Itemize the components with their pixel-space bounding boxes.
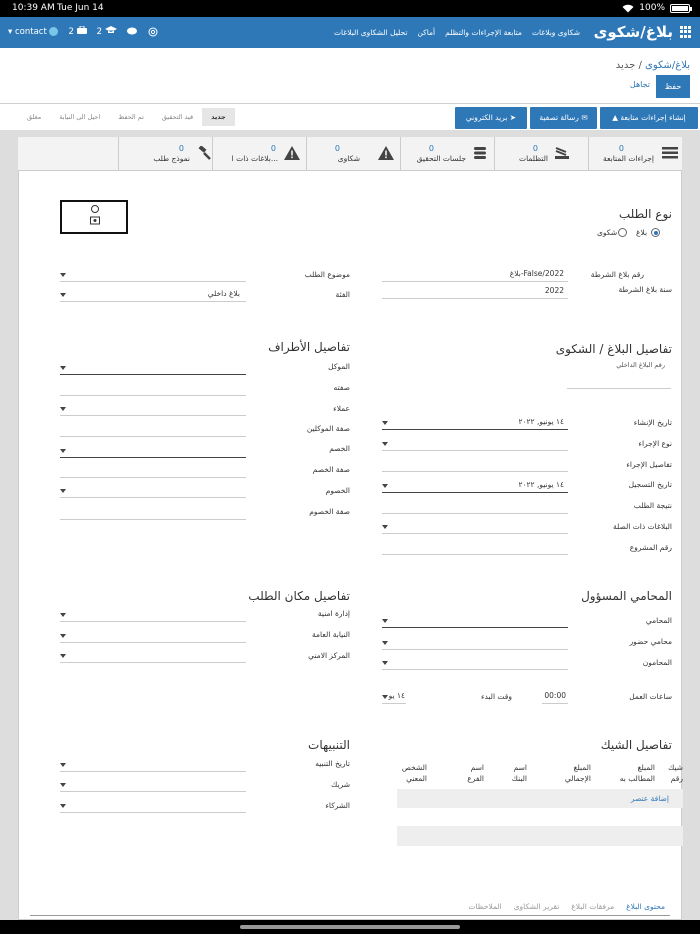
clients-capacity-field[interactable] [60, 423, 246, 437]
graduation-cap-icon [105, 26, 117, 34]
breadcrumb-current: جديد [615, 60, 636, 71]
stack-icon [554, 146, 570, 160]
partners-label: الشركاء [325, 801, 350, 810]
partner-select[interactable] [60, 778, 246, 792]
security-center-label: المركز الامني [308, 651, 350, 660]
capacity-label: صفته [333, 383, 350, 392]
smart-followup[interactable] [588, 137, 682, 171]
smart-followup-label: إجراءات المتابعة [603, 154, 654, 163]
discard-button[interactable]: تجاهل [629, 80, 650, 89]
col-branch-name: اسم الفرع [467, 763, 484, 783]
user-menu[interactable]: ▾ contact [8, 27, 58, 37]
nav-link-locations[interactable]: أماكن [417, 28, 436, 37]
divider [0, 103, 700, 104]
opponent-capacity-label: صفة الخصم [312, 465, 350, 474]
lawyer-select[interactable] [382, 614, 568, 628]
working-hours-field[interactable] [542, 690, 568, 704]
smart-complaints-label: شكاوى [337, 154, 360, 163]
partner-label: شريك [331, 780, 350, 789]
smart-complaints-count: 0 [334, 144, 340, 153]
parties-title: تفاصيل الأطراف [268, 340, 350, 354]
cheque-title: تفاصيل الشيك [600, 738, 672, 752]
registration-date-value: ١٤ يونيو, ٢٠٢٢ [518, 480, 564, 489]
opponents-capacity-label: صفة الخصوم [309, 507, 350, 516]
start-time-value: ١٤ يو [388, 691, 405, 700]
project-no-label: رقم المشروع [629, 543, 672, 552]
action-type-label: نوع الإجراء [638, 439, 672, 448]
at-icon[interactable] [148, 27, 158, 37]
subject-label: موضوع الطلب [304, 270, 350, 279]
related-reports-select[interactable] [382, 520, 568, 534]
created-date-value: ١٤ يونيو, ٢٠٢٢ [518, 417, 564, 426]
police-report-no-label: رقم بلاغ الشرطة [590, 270, 644, 279]
alert-triangle-icon-2 [284, 146, 300, 160]
alerts-title: التنبيهات [308, 738, 350, 752]
location-title: تفاصيل مكان الطلب [248, 589, 350, 603]
related-reports-label: البلاغات ذات الصلة [612, 522, 672, 531]
opponents-select[interactable] [60, 484, 246, 498]
attending-lawyer-select[interactable] [382, 636, 568, 650]
add-item-row[interactable] [397, 789, 683, 808]
status-day: Tue Jun 14 [57, 3, 104, 13]
opponents-capacity-field[interactable] [60, 506, 246, 520]
create-followup-label: إنشاء إجراءات متابعة [620, 113, 686, 122]
opponent-select[interactable] [60, 444, 246, 458]
briefcase-count: 2 [68, 27, 74, 37]
col-claimed-amount: المبلغ المطالب به [619, 763, 655, 783]
working-hours-value: 00:00 [544, 691, 566, 700]
stage-prosecution[interactable]: احيل الى النيابة [59, 113, 101, 121]
add-item-link[interactable]: إضافة عنصر [630, 794, 669, 803]
save-button[interactable]: حفظ [656, 75, 690, 98]
internal-no-field[interactable] [567, 375, 671, 389]
category-label: الفئة [335, 290, 350, 299]
attending-lawyer-label: محامي حضور [629, 637, 672, 646]
report-details-title: تفاصيل البلاغ / الشكوى [555, 342, 672, 356]
result-label: نتيجة الطلب [633, 501, 672, 510]
smart-investigations[interactable] [400, 137, 494, 171]
capacity-field[interactable] [60, 382, 246, 396]
col-bank-name: اسم البنك [511, 763, 527, 783]
col-total-amount: المبلغ الإجمالي [564, 763, 591, 783]
battery-percent: 100% [639, 3, 665, 13]
smart-grievances-label: التظلمات [519, 154, 548, 163]
opponent-label: الخصم [329, 444, 350, 453]
briefcase-counter[interactable] [68, 26, 86, 37]
image-edit-icons [89, 204, 101, 228]
tab-report-content[interactable]: محتوى البلاغ [626, 902, 665, 911]
security-center-select[interactable] [60, 649, 246, 663]
smart-followup-count: 0 [618, 144, 624, 153]
smart-buttons [18, 137, 682, 171]
nav-link-followup[interactable]: متابعة الإجراءات والتظلم [445, 28, 522, 37]
police-report-year-label: سنة بلاغ الشرطة [618, 285, 672, 294]
status-time: 10:39 AM [12, 3, 55, 13]
lawyer-title: المحامي المسؤول [581, 589, 672, 603]
tab-attachments[interactable]: مرفقات البلاغ [571, 902, 615, 911]
cap-count: 2 [96, 27, 103, 37]
battery-icon [670, 4, 690, 13]
smart-related-reports[interactable] [212, 137, 306, 171]
apps-grid-icon[interactable] [680, 26, 692, 38]
alert-date-label: تاريخ التنبيه [315, 759, 350, 768]
smart-grievances[interactable] [494, 137, 588, 171]
created-date-label: تاريخ الإنشاء [633, 418, 672, 427]
project-no-field[interactable] [382, 541, 568, 555]
lawyers-label: المحامون [642, 658, 672, 667]
tabs-underline [30, 915, 670, 916]
subject-select[interactable] [60, 268, 246, 282]
settlement-letter-label: رسالة تصفية [539, 113, 579, 122]
email-button[interactable] [455, 107, 527, 129]
home-indicator[interactable] [240, 925, 460, 929]
start-time-field[interactable] [382, 690, 406, 704]
police-report-no-field[interactable] [382, 268, 568, 282]
opponents-label: الخصوم [325, 486, 350, 495]
smart-investigations-count: 0 [428, 144, 434, 153]
police-report-year-field[interactable] [382, 285, 568, 299]
gavel-icon [196, 146, 212, 160]
lawyer-label: المحامي [645, 616, 672, 625]
created-date-field[interactable] [382, 416, 568, 430]
list-icon [662, 146, 678, 160]
radio-complaint-label: شكوى [597, 228, 618, 237]
smart-grievances-count: 0 [532, 144, 538, 153]
form-tabs [468, 902, 665, 911]
user-name: contact [14, 26, 47, 37]
stage-investigation[interactable]: قيد التحقيق [161, 113, 194, 121]
public-prosecution-select[interactable] [60, 629, 246, 643]
email-label: بريد الكتروني [465, 113, 508, 122]
app-brand[interactable]: بلاغ/شكوى [593, 23, 673, 41]
action-details-label: تفاصيل الإجراء [626, 460, 672, 469]
security-admin-label: إدارة امنية [317, 609, 350, 618]
radio-report-label: بلاغ [636, 228, 648, 237]
action-details-field[interactable] [382, 458, 568, 472]
stage-archived[interactable]: تم الحفظ [118, 113, 144, 121]
tab-complaints-report[interactable]: تقرير الشكاوى [513, 902, 560, 911]
police-report-year-value: 2022 [544, 286, 564, 295]
status-right [622, 3, 690, 13]
breadcrumb-parent[interactable]: بلاغ/شكوى [645, 60, 690, 71]
create-followup-button[interactable] [600, 107, 698, 129]
smart-related-label: بلاغات ذات ا... [231, 154, 278, 163]
smart-related-count: 0 [270, 144, 276, 153]
registration-date-field[interactable] [382, 479, 568, 493]
working-hours-label: ساعات العمل [629, 692, 672, 701]
alert-date-select[interactable] [60, 758, 246, 772]
paper-plane-icon: ➤ [507, 113, 517, 122]
radio-report[interactable] [651, 228, 660, 237]
clients-label: عملاء [333, 404, 350, 413]
status-bar-stages [18, 108, 235, 126]
result-field[interactable] [382, 500, 568, 514]
radio-complaint[interactable] [618, 228, 627, 237]
database-icon [472, 146, 488, 160]
nav-user-area [8, 26, 158, 37]
stage-closed[interactable]: مغلق [27, 113, 42, 121]
opponent-capacity-field[interactable] [60, 464, 246, 478]
breadcrumb [616, 60, 690, 71]
smart-request-label: نموذج طلب [153, 154, 190, 163]
top-navbar [0, 17, 700, 48]
col-cheque-no: شيك رقم [668, 763, 683, 783]
avatar [49, 27, 58, 36]
col-person: الشخص المعني [401, 763, 427, 783]
stage-new[interactable]: جديد [202, 108, 235, 126]
nav-links [334, 28, 580, 37]
category-value: بلاغ داخلي [207, 289, 240, 298]
smart-complaints[interactable] [306, 137, 400, 171]
alert-triangle-icon [378, 146, 394, 160]
internal-no-label: رقم البلاغ الداخلي [616, 361, 665, 369]
public-prosecution-label: النيابة العامة [312, 630, 350, 639]
cap-counter[interactable] [97, 26, 117, 37]
tab-notes[interactable]: الملاحظات [468, 902, 502, 911]
image-field[interactable] [60, 200, 128, 234]
breadcrumb-separator: / [638, 60, 642, 71]
partners-select[interactable] [60, 799, 246, 813]
action-type-select[interactable] [382, 437, 568, 451]
briefcase-icon [77, 26, 87, 34]
client-select[interactable] [60, 361, 246, 375]
client-label: الموكل [328, 362, 350, 371]
category-select[interactable] [60, 288, 246, 302]
smart-investigations-label: جلسات التحقيق [416, 154, 466, 163]
security-admin-select[interactable] [60, 608, 246, 622]
warning-icon: ▲ [612, 113, 621, 122]
settlement-letter-button[interactable] [530, 107, 597, 129]
start-time-label: وقت البدء [480, 692, 512, 701]
wifi-icon [622, 4, 634, 13]
registration-date-label: تاريخ التسجيل [628, 480, 672, 489]
nav-link-complaints[interactable]: شكاوى وبلاغات [531, 28, 580, 37]
lawyers-select[interactable] [382, 656, 568, 670]
police-report-no-value: بلاغ-False/2022 [509, 269, 564, 278]
request-type-title: نوع الطلب [618, 207, 672, 221]
clients-select[interactable] [60, 402, 246, 416]
clients-capacity-label: صفة الموكلين [306, 424, 350, 433]
smart-request-count: 0 [178, 144, 184, 153]
smart-request-form[interactable] [118, 137, 212, 171]
chat-icon[interactable] [127, 27, 138, 36]
envelope-icon: ✉ [578, 113, 588, 122]
cheque-table-footer [397, 826, 683, 846]
nav-link-analysis[interactable]: تحليل الشكاوى البلاغات [333, 28, 408, 37]
status-bar [0, 0, 700, 17]
